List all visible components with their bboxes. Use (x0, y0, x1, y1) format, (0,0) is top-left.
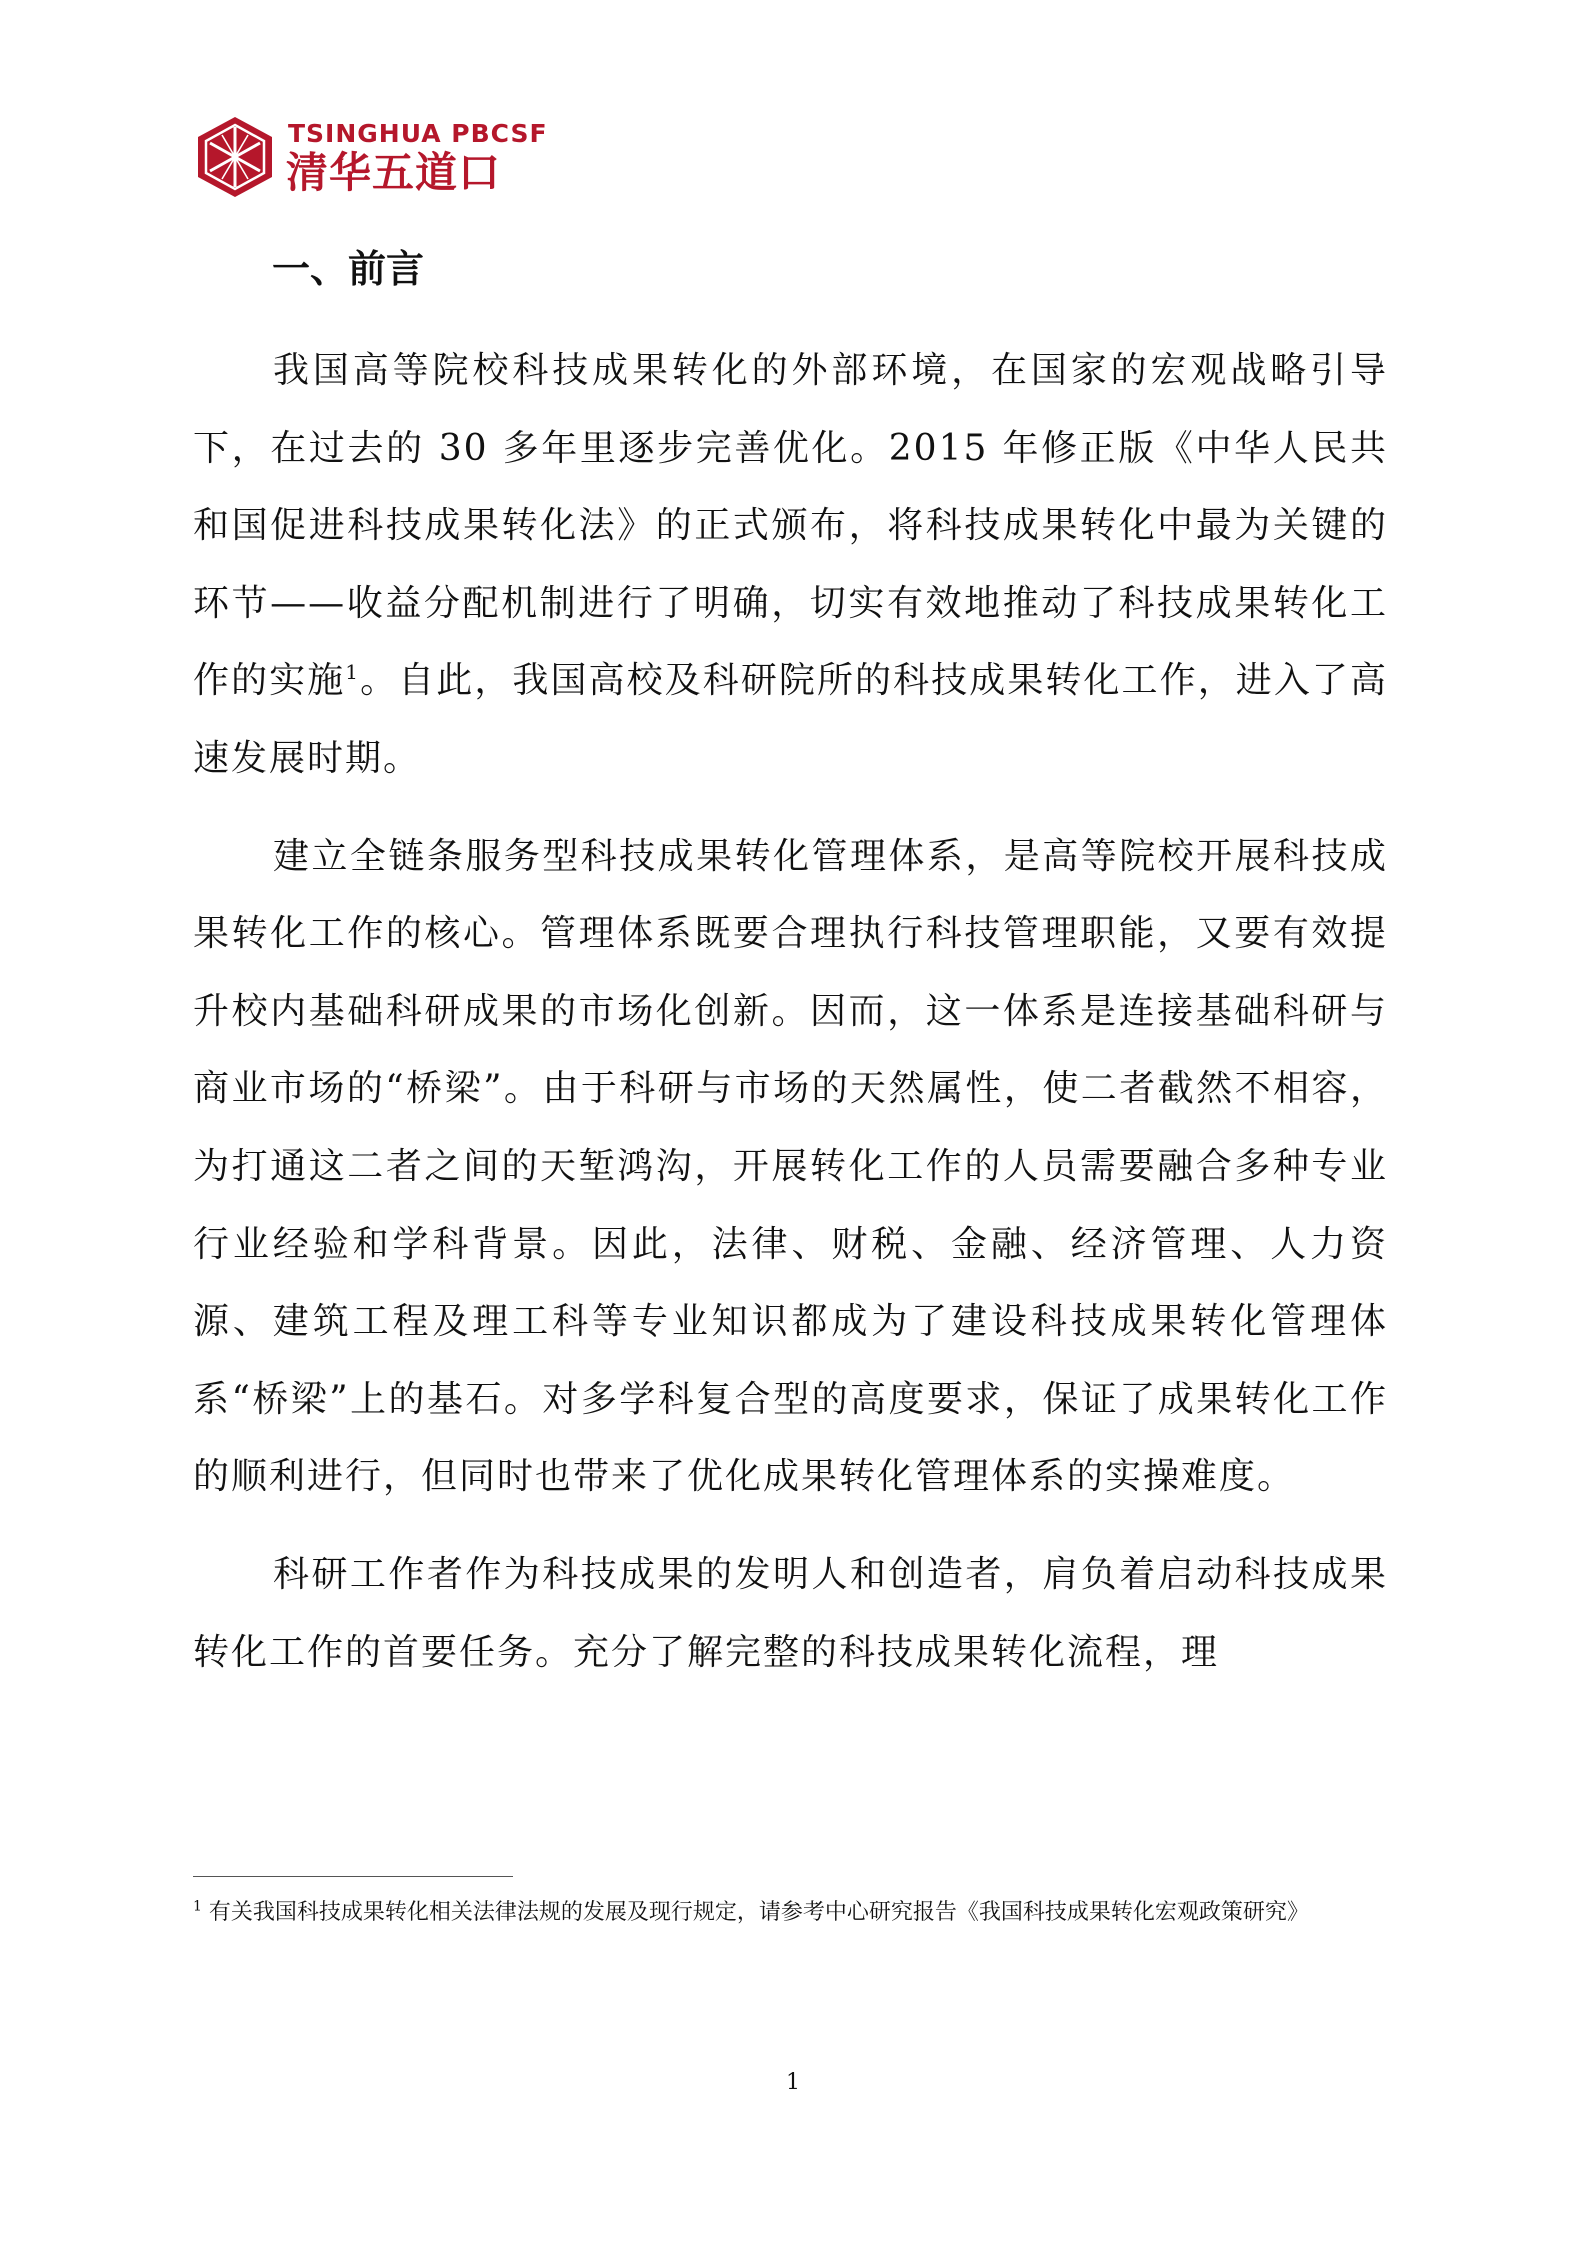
paragraph-1 (193, 332, 1388, 798)
footnote (193, 1895, 1373, 1931)
tsinghua-pbcsf-logo-icon (196, 115, 274, 199)
paragraph-2: 建立全链条服务型科技成果转化管理体系，是高等院校开展科技成果转化工作的核心。管理体系既要合理执行科技管理职能，又要有效提升校内基础科研成果的市场化创新。因而，这一体系是连接基础科研与商业市场的“桥梁”。由于科研与市场的天然属性，使二者截然不相容，为打通这二者之间的天堑鸿沟，开展转化工作的人员需要融合多种专业行业经验和学科背景。因此，法律、财税、金融、经济管理、人力资源、建筑工程及理工科等专业知识都成为了建设科技成果转化管理体系“桥梁”上的基石。对多学科复合型的高度要求，保证了成果转化工作的顺利进行，但同时也带来了优化成果转化管理体系的实操难度。 (193, 835, 1388, 1498)
footnote-text: 有关我国科技成果转化相关法律法规的发展及现行规定，请参考中心研究报告《我国科技成果转化宏观政策研究》 (208, 1900, 1309, 1925)
logo-text-en: TSINGHUA PBCSF (288, 119, 548, 148)
logo-text-cn: 清华五道口 (286, 148, 502, 197)
paragraph-1-text-a: 我国高等院校科技成果转化的外部环境，在国家的宏观战略引导下，在过去的 30 多年里逐步完善优化。2015 年修正版《中华人民共和国促进科技成果转化法》的正式颁布，将科技成果转化中最为关键的环节——收益分配机制进行了明确，切实有效地推动了科技成果转化工作的实施 (193, 350, 1388, 702)
footnote-divider (193, 1876, 513, 1877)
footnote-number: 1 (193, 1898, 202, 1915)
paragraph-3: 科研工作者作为科技成果的发明人和创造者，肩负着启动科技成果转化工作的首要任务。充分了解完整的科技成果转化流程，理 (193, 1553, 1388, 1673)
logo (196, 115, 548, 205)
paragraph-1-text-b: 。自此，我国高校及科研院所的科技成果转化工作，进入了高速发展时期。 (193, 660, 1388, 779)
body-text (193, 332, 1388, 1711)
section-heading: 一、前言 (272, 247, 425, 291)
footnote-reference[interactable]: 1 (345, 660, 361, 685)
page-number: 1 (786, 2070, 800, 2095)
